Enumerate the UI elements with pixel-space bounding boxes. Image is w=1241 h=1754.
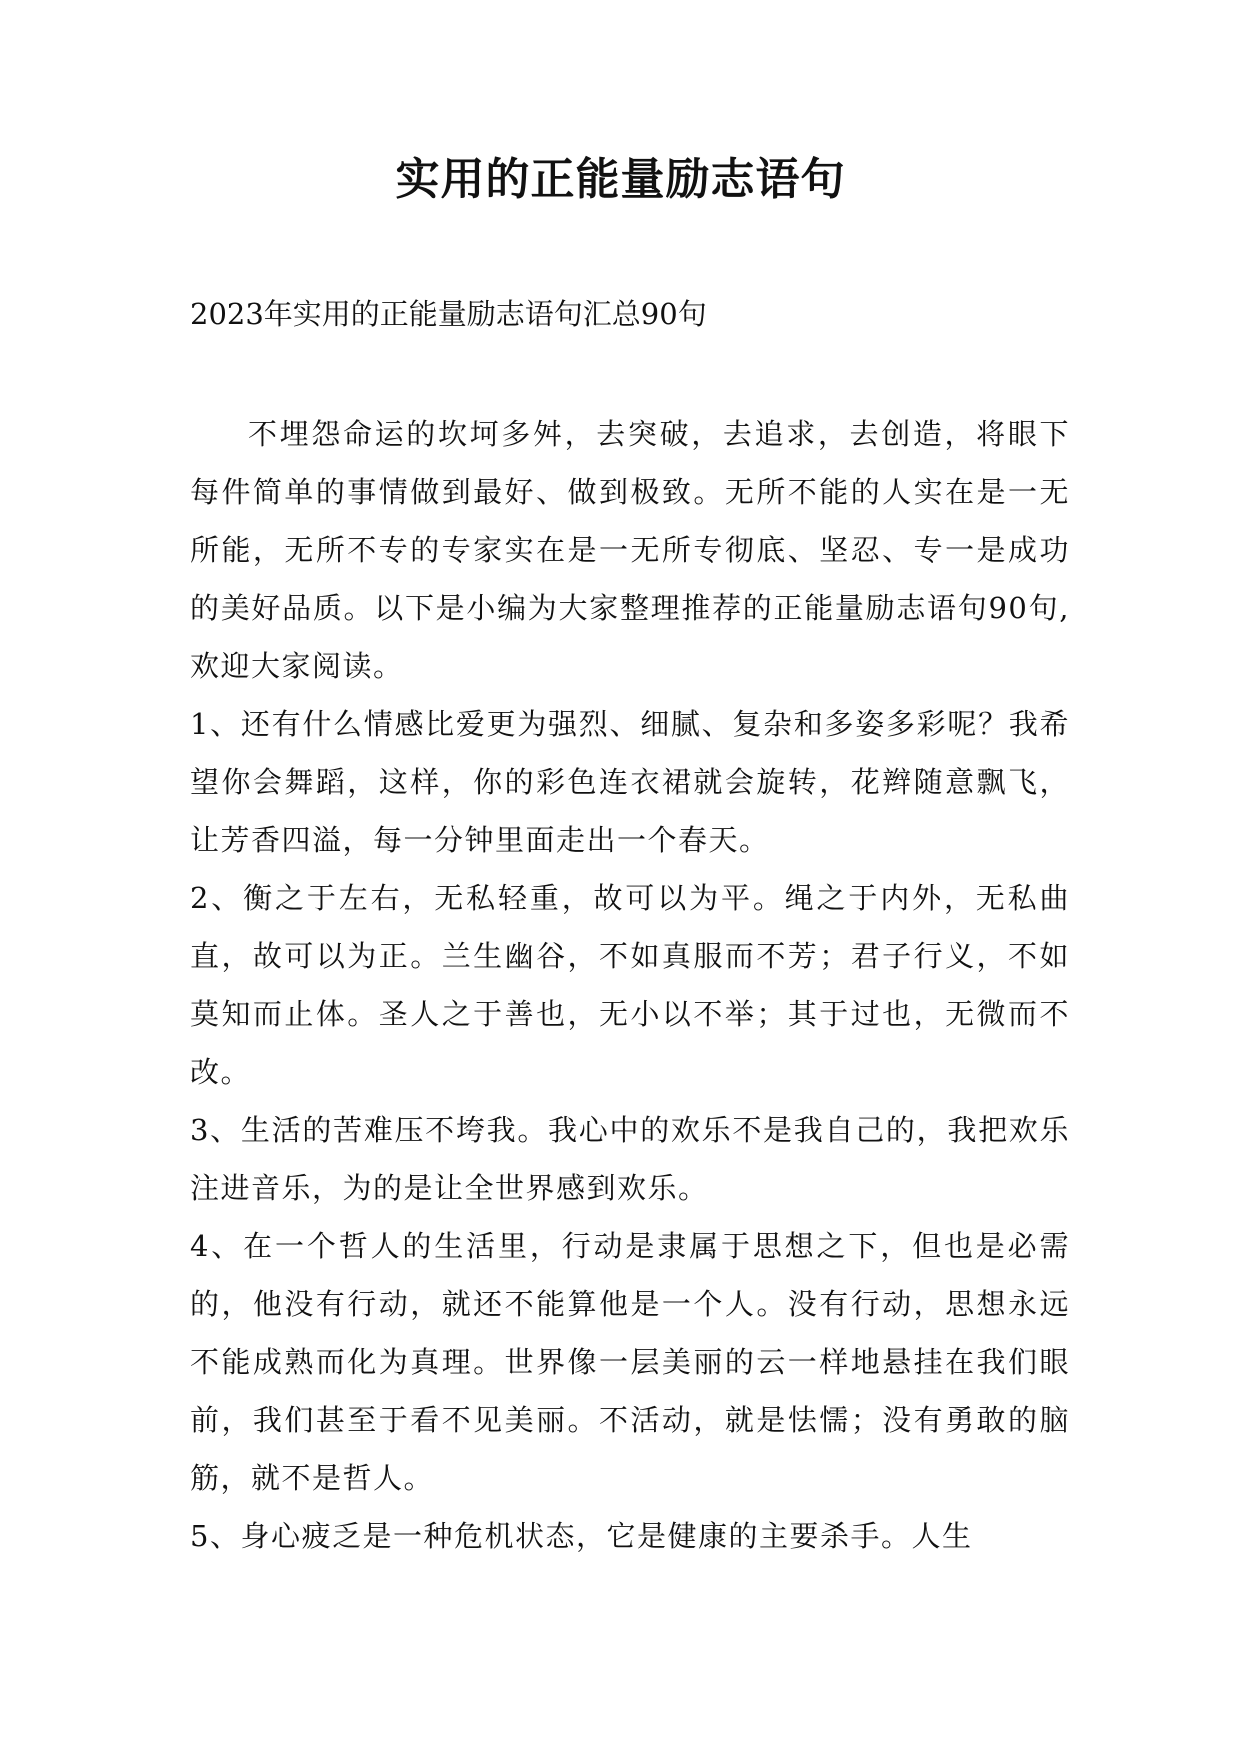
list-item: 3、生活的苦难压不垮我。我心中的欢乐不是我自己的，我把欢乐注进音乐，为的是让全世界感到欢乐。	[190, 1113, 1070, 1205]
document-subtitle: 2023年实用的正能量励志语句汇总90句	[190, 297, 707, 331]
list-item: 1、还有什么情感比爱更为强烈、细腻、复杂和多姿多彩呢？我希望你会舞蹈，这样，你的彩色连衣裙就会旋转，花辫随意飘飞，让芳香四溢，每一分钟里面走出一个春天。	[190, 707, 1070, 857]
intro-paragraph: 不埋怨命运的坎坷多舛，去突破，去追求，去创造，将眼下每件简单的事情做到最好、做到极致。无所不能的人实在是一无所能，无所不专的专家实在是一无所专彻底、坚忍、专一是成功的美好品质。以下是小编为大家整理推荐的正能量励志语句90句,欢迎大家阅读。	[190, 417, 1070, 683]
document-body	[190, 405, 1070, 1565]
list-item: 4、在一个哲人的生活里，行动是隶属于思想之下，但也是必需的，他没有行动，就还不能算他是一个人。没有行动，思想永远不能成熟而化为真理。世界像一层美丽的云一样地悬挂在我们眼前，我们甚至于看不见美丽。不活动，就是怯懦；没有勇敢的脑筋，就不是哲人。	[190, 1229, 1070, 1495]
document-title: 实用的正能量励志语句	[395, 154, 846, 205]
list-item: 5、身心疲乏是一种危机状态，它是健康的主要杀手。人生	[190, 1519, 973, 1553]
list-item: 2、衡之于左右，无私轻重，故可以为平。绳之于内外，无私曲直，故可以为正。兰生幽谷，不如真服而不芳；君子行义，不如莫知而止体。圣人之于善也，无小以不举；其于过也，无微而不改。	[190, 881, 1070, 1089]
